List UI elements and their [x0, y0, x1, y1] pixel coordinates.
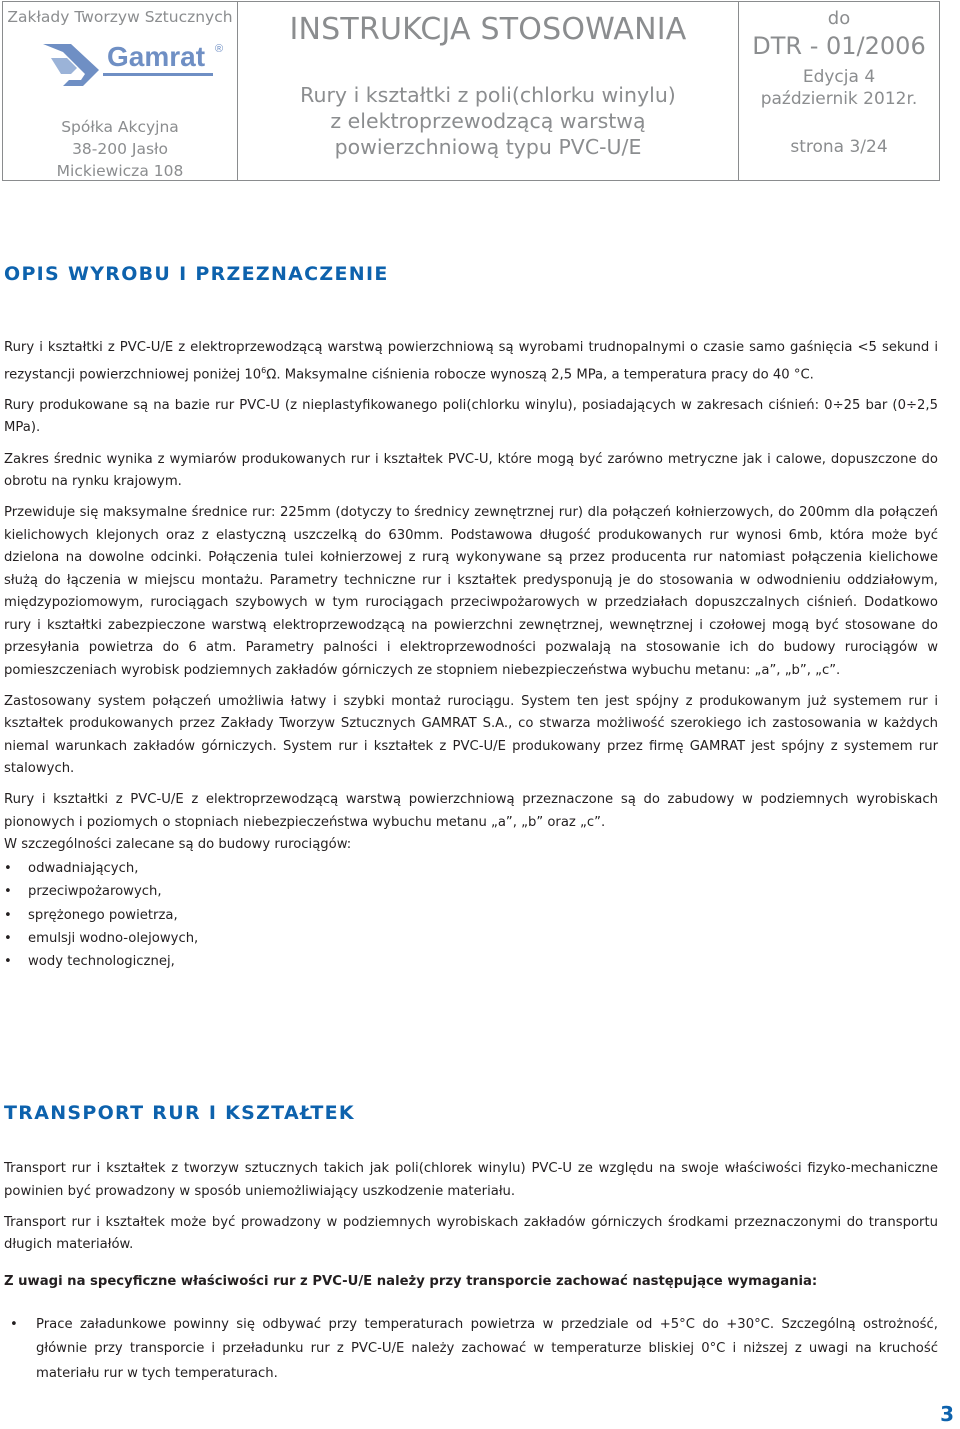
edition-date: październik 2012r. — [760, 89, 918, 109]
street: Mickiewicza 108 — [56, 162, 184, 180]
section-body-description — [4, 337, 938, 974]
page-label: strona 3/24 — [790, 137, 888, 157]
paragraph: Rury i kształtki z PVC-U/E z elektroprzewodzącą warstwą powierzchniową przeznaczone są do zabudowy w podziemnych wyrobiskach pionowych i poziomych o stopniach niebezpieczeństwa wybuchu metanu „a”, „b” oraz „c”. — [4, 792, 938, 830]
reference-cell — [739, 2, 939, 180]
bold-text: Z uwagi na specyficzne właściwości rur z PVC-U/E należy przy transporcie zachować następujące wymagania: — [4, 1273, 818, 1289]
list-item: • sprężonego powietrza, — [4, 904, 938, 927]
subtitle-line-1: Rury i kształtki z poli(chlorku winylu) — [300, 83, 676, 107]
doc-ref-number: DTR - 01/2006 — [752, 32, 926, 60]
document-header — [2, 1, 940, 181]
subtitle-line-2: z elektroprzewodzącą warstwą — [330, 109, 646, 133]
company-name: Zakłady Tworzyw Sztucznych — [7, 8, 233, 26]
paragraph: Zakres średnic wynika z wymiarów produkowanych rur i kształtek PVC-U, które mogą być zarówno metryczne jak i calowe, dopuszczone do obrotu na rynku krajowym. — [4, 451, 938, 490]
paragraph-bold — [4, 1271, 938, 1294]
document-subtitle — [238, 82, 738, 160]
company-cell — [3, 2, 238, 180]
paragraph: Transport rur i kształtek może być prowadzony w podziemnych wyrobiskach zakładów górniczych środkami przeznaczonymi do transportu długich materiałów. — [4, 1214, 938, 1253]
list-item: • wody technologicznej, — [4, 950, 938, 973]
paragraph: Transport rur i kształtek z tworzyw sztucznych takich jak poli(chlorek winylu) PVC-U ze względu na swoje właściwości fizyko-mechaniczne powinien być prowadzony w sposób uniemożliwiający uszkodzenie materiału. — [4, 1161, 938, 1199]
paragraph-text: Rury i kształtki z PVC-U/E z elektroprzewodzącą warstwą powierzchniową są wyrobami trudnopalnymi o czasie samo gaśnięcia <5 sekund i rezystancji powierzchniowej poniżej 10 — [4, 340, 938, 382]
logo-registered-mark: ® — [215, 43, 224, 55]
postcode-city: 38-200 Jasło — [72, 140, 168, 158]
list-item: • emulsji wodno-olejowych, — [4, 927, 938, 950]
section-title-description: OPIS WYROBU I PRZEZNACZENIE — [4, 263, 389, 285]
edition-info — [739, 66, 939, 110]
list-item: • Prace załadunkowe powinny się odbywać przy temperaturach powietrza w przedziale od +5°C do +30°C. Szczególną ostrożność, głównie przy transporcie i przeładunku rur z PVC-U/E należy zachować w temperaturze bliskiej 0°C i niższej z uwagi na kruchość materiału rur w tych temperaturach. — [4, 1313, 938, 1386]
paragraph — [4, 337, 938, 386]
paragraph: Zastosowany system połączeń umożliwia łatwy i szybki montaż rurociągu. System ten jest spójny z produkowanym już systemem rur i kształtek produkowanych przez Zakłady Tworzyw Sztucznych GAMRAT S.A., co stwarza możliwość szerokiego ich zastosowania w każdych niemal warunkach zakładów górniczych. System rur i kształtek z PVC-U/E produkowany przez firmę GAMRAT jest spójny z systemem rur stalowych. — [4, 693, 938, 777]
transport-requirements-list — [4, 1313, 938, 1386]
exponent: 6 — [261, 365, 267, 375]
title-cell — [238, 2, 739, 180]
doc-ref-prefix: do — [827, 8, 851, 29]
paragraph: W szczególności zalecane są do budowy rurociągów: — [4, 837, 352, 853]
paragraph-text: Ω. Maksymalne ciśnienia robocze wynoszą 2,5 MPa, a temperatura pracy do 40 °C. — [266, 366, 814, 382]
list-item: • odwadniających, — [4, 857, 938, 880]
document-title: INSTRUKCJA STOSOWANIA — [289, 12, 687, 47]
company-address — [3, 116, 237, 182]
company-form: Spółka Akcyjna — [61, 118, 179, 136]
edition: Edycja 4 — [802, 67, 876, 87]
section-title-transport: TRANSPORT RUR I KSZTAŁTEK — [4, 1102, 355, 1124]
subtitle-line-3: powierzchniową typu PVC-U/E — [334, 135, 642, 159]
page-number: 3 — [940, 1402, 954, 1426]
pipeline-use-list — [4, 857, 938, 974]
section-body-transport — [4, 1158, 938, 1386]
paragraph: Rury produkowane są na bazie rur PVC-U (z nieplastyfikowanego poli(chlorku winylu), posiadających w zakresach ciśnień: 0÷25 bar (0÷2,5 MPa). — [4, 397, 938, 436]
logo-text: Gamrat — [107, 41, 206, 72]
gamrat-logo — [41, 40, 231, 90]
list-item: • przeciwpożarowych, — [4, 880, 938, 903]
paragraph: Przewiduje się maksymalne średnice rur: 225mm (dotyczy to średnicy zewnętrznej rur) dla połączeń kołnierzowych, do 200mm dla połączeń kielichowych klejonych oraz z elastyczną uszczelką do 630mm. Podstawowa długość produkowanych rur wynosi 6mb, która może być dzielona na dowolne odcinki. Połączenia tulei kołnierzowej z rurą wykonywane są przez producenta rur natomiast połączenia kielichowe służą do łączenia w miejscu montażu. Parametry techniczne rur i kształtek predysponują je do stosowania w odwodnieniu oddziałowym, międzypoziomowym, rurociągach szybowych w tym rurociągach przeciwpożarowych w przedziałach dopuszczalnych ciśnień. Dodatkowo rury i kształtki zabezpieczone warstwą elektroprzewodzącą na powierzchni zewnętrznej, wewnętrznej i czołowej mogą być stosowane do przesyłania powietrza do 6 atm. Parametry palności i elektroprzewodności pozwalają na stosowanie ich do budowy rurociągów w pomieszczeniach wyrobisk podziemnych zakładów górniczych ze stopniem niebezpieczeństwa wybuchu metanu: „a”, „b”, „c”. — [4, 505, 938, 678]
